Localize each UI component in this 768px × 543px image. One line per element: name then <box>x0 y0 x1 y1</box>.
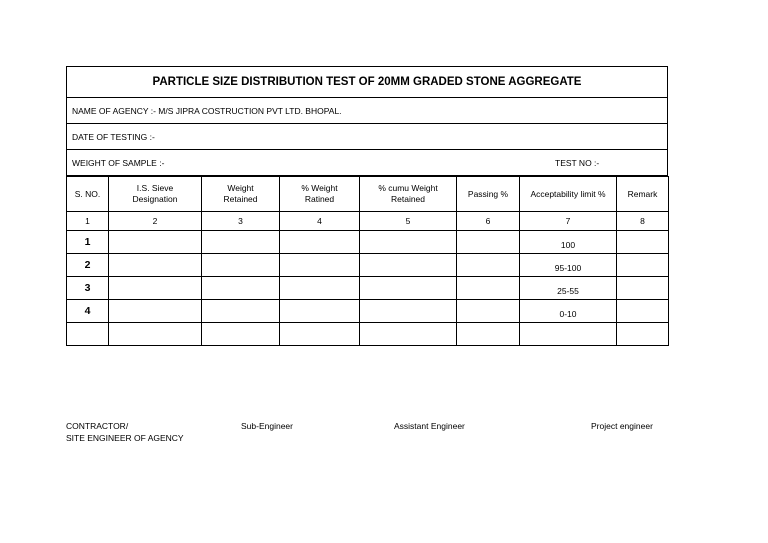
table-row <box>67 300 669 323</box>
agency-line: NAME OF AGENCY :- M/S JIPRA COSTRUCTION PVT LTD. BHOPAL. <box>66 98 668 124</box>
table-row <box>67 231 669 254</box>
cell-weight[interactable] <box>202 254 280 277</box>
weight-label: WEIGHT OF SAMPLE :- <box>72 157 165 168</box>
blank-cell[interactable] <box>67 323 109 346</box>
test-form <box>66 66 668 346</box>
cell-remark[interactable] <box>617 277 669 300</box>
header-passing: Passing % <box>457 177 520 212</box>
blank-row <box>67 323 669 346</box>
project-engineer-signature: Project engineer <box>591 421 653 431</box>
row-sno: 1 <box>67 231 109 254</box>
header-row <box>67 177 669 212</box>
cell-cumu[interactable] <box>360 277 457 300</box>
col-number: 6 <box>457 212 520 231</box>
cell-limit: 25-55 <box>520 277 617 300</box>
row-sno: 2 <box>67 254 109 277</box>
results-table <box>66 176 669 346</box>
cell-passing[interactable] <box>457 277 520 300</box>
date-line: DATE OF TESTING :- <box>66 124 668 150</box>
weight-line <box>66 150 668 176</box>
cell-remark[interactable] <box>617 300 669 323</box>
blank-cell[interactable] <box>360 323 457 346</box>
col-number: 8 <box>617 212 669 231</box>
col-number: 4 <box>280 212 360 231</box>
header-sno: S. NO. <box>67 177 109 212</box>
cell-cumu[interactable] <box>360 300 457 323</box>
blank-cell[interactable] <box>202 323 280 346</box>
cell-remark[interactable] <box>617 231 669 254</box>
blank-cell[interactable] <box>457 323 520 346</box>
test-no-label: TEST NO :- <box>555 157 600 168</box>
cell-sieve[interactable] <box>109 231 202 254</box>
sub-engineer-signature: Sub-Engineer <box>241 421 293 431</box>
cell-sieve[interactable] <box>109 254 202 277</box>
cell-cumu[interactable] <box>360 231 457 254</box>
header-limit: Acceptability limit % <box>520 177 617 212</box>
header-weight: Weight Retained <box>202 177 280 212</box>
cell-sieve[interactable] <box>109 277 202 300</box>
col-number: 3 <box>202 212 280 231</box>
row-sno: 3 <box>67 277 109 300</box>
blank-cell[interactable] <box>280 323 360 346</box>
header-sieve: I.S. Sieve Designation <box>109 177 202 212</box>
col-number: 5 <box>360 212 457 231</box>
cell-weight[interactable] <box>202 231 280 254</box>
column-number-row <box>67 212 669 231</box>
blank-cell[interactable] <box>109 323 202 346</box>
cell-limit: 100 <box>520 231 617 254</box>
form-title: PARTICLE SIZE DISTRIBUTION TEST OF 20MM GRADED STONE AGGREGATE <box>66 66 668 98</box>
blank-cell[interactable] <box>520 323 617 346</box>
cell-pct[interactable] <box>280 300 360 323</box>
table-row <box>67 254 669 277</box>
cell-pct[interactable] <box>280 254 360 277</box>
cell-remark[interactable] <box>617 254 669 277</box>
cell-weight[interactable] <box>202 300 280 323</box>
cell-passing[interactable] <box>457 231 520 254</box>
table-row <box>67 277 669 300</box>
assistant-engineer-signature: Assistant Engineer <box>394 421 465 431</box>
cell-sieve[interactable] <box>109 300 202 323</box>
header-cumu-weight: % cumu Weight Retained <box>360 177 457 212</box>
cell-weight[interactable] <box>202 277 280 300</box>
cell-passing[interactable] <box>457 300 520 323</box>
header-pct-weight: % Weight Ratined <box>280 177 360 212</box>
row-sno: 4 <box>67 300 109 323</box>
cell-pct[interactable] <box>280 277 360 300</box>
blank-cell[interactable] <box>617 323 669 346</box>
col-number: 7 <box>520 212 617 231</box>
contractor-signature: CONTRACTOR/ SITE ENGINEER OF AGENCY <box>66 421 184 443</box>
cell-cumu[interactable] <box>360 254 457 277</box>
cell-pct[interactable] <box>280 231 360 254</box>
header-remark: Remark <box>617 177 669 212</box>
cell-limit: 95-100 <box>520 254 617 277</box>
col-number: 2 <box>109 212 202 231</box>
cell-limit: 0-10 <box>520 300 617 323</box>
cell-passing[interactable] <box>457 254 520 277</box>
col-number: 1 <box>67 212 109 231</box>
